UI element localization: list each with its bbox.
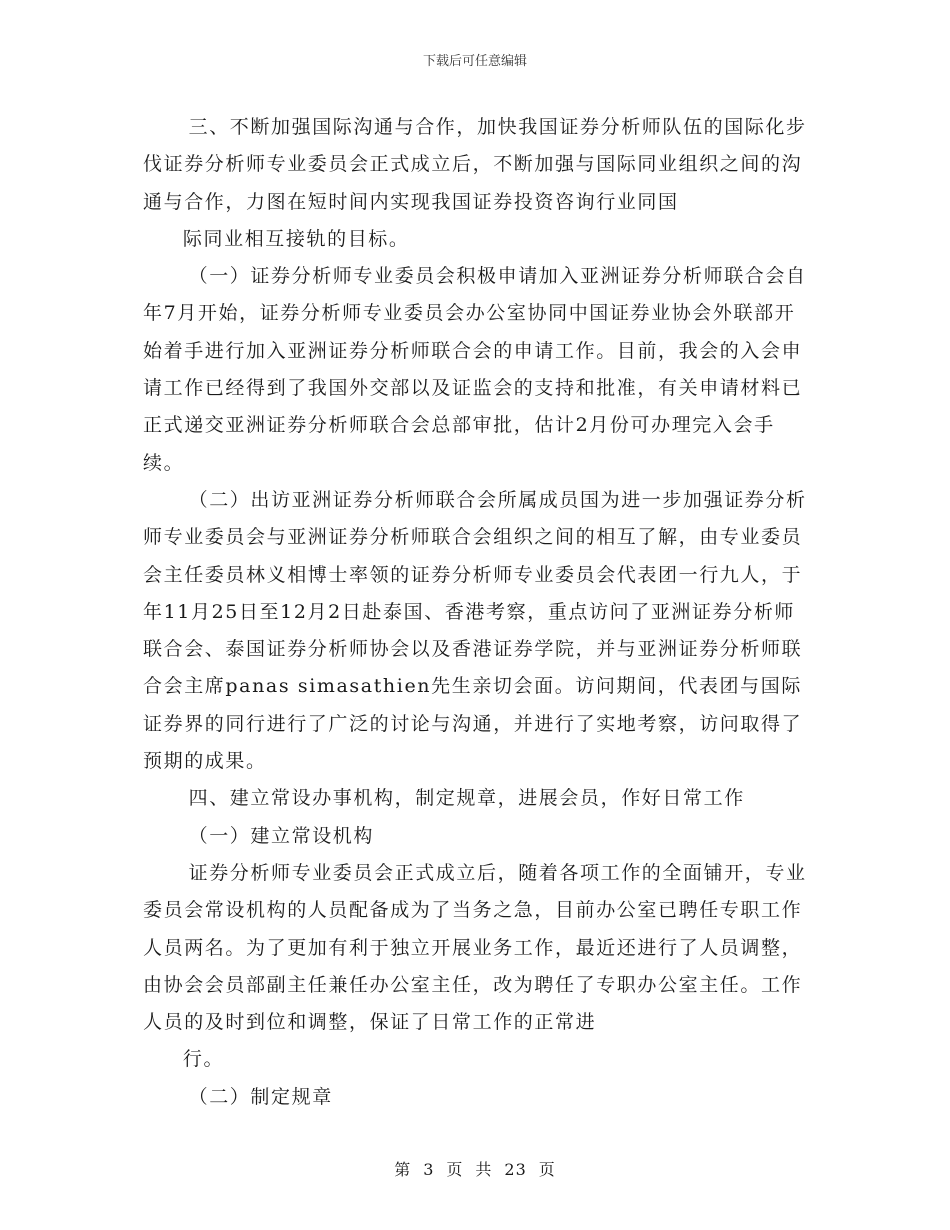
paragraph-subsection-two: （二）出访亚洲证券分析师联合会所属成员国为进一步加强证券分析师专业委员会与亚洲证券分析师联合会组织之间的相互了解，由专业委员会主任委员林义相博士率领的证券分析师专业委员会代表团一行九人，于年11月25日至12月2日赴泰国、香港考察，重点访问了亚洲证券分析师联合会、泰国证券分析师协会以及香港证券学院，并与亚洲证券分析师联合会主席panas simasathien先生亲切会面。访问期间，代表团与国际证券界的同行进行了广泛的讨论与沟通，并进行了实地考察，访问取得了预期的成果。 — [143, 488, 807, 773]
footer-label-ye2: 页 — [538, 1160, 556, 1179]
page-header: 下载后可任意编辑 — [422, 54, 527, 69]
heading-regulations: （二）制定规章 — [188, 1085, 333, 1108]
paragraph-section-three: 三、不断加强国际沟通与合作，加快我国证券分析师队伍的国际化步伐证券分析师专业委员会正式成立后，不断加强与国际同业组织之间的沟通与合作，力图在短时间内实现我国证券投资咨询行业同国 — [143, 116, 807, 213]
paragraph-office-staffing-continued: 行。 — [182, 1048, 225, 1071]
paragraph-office-staffing: 证券分析师专业委员会正式成立后，随着各项工作的全面铺开，专业委员会常设机构的人员配备成为了当务之急，目前办公室已聘任专职工作人员两名。为了更加有利于独立开展业务工作，最近还进行了人员调整，由协会会员部副主任兼任办公室主任，改为聘任了专职办公室主任。工作人员的及时到位和调整，保证了日常工作的正常进 — [143, 861, 807, 1034]
document-body — [143, 109, 808, 1116]
footer-label-ye: 页 — [446, 1160, 464, 1179]
footer-total-pages: 23 — [504, 1160, 527, 1179]
footer-label-di: 第 — [394, 1160, 412, 1179]
paragraph-section-four: 四、建立常设办事机构，制定规章，进展会员，作好日常工作 — [188, 787, 745, 810]
page-footer — [0, 1157, 950, 1180]
footer-current-page: 3 — [423, 1160, 435, 1179]
paragraph-subsection-one: （一）证券分析师专业委员会积极申请加入亚洲证券分析师联合会自年7月开始，证券分析师专业委员会办公室协同中国证券业协会外联部开始着手进行加入亚洲证券分析师联合会的申请工作。目前，我会的入会申请工作已经得到了我国外交部以及证监会的支持和批准，有关申请材料已正式递交亚洲证券分析师联合会总部审批，估计2月份可办理完入会手续。 — [143, 265, 807, 474]
paragraph-section-three-continued: 际同业相互接轨的目标。 — [182, 227, 410, 250]
heading-establish-office: （一）建立常设机构 — [188, 824, 374, 847]
footer-label-gong: 共 — [475, 1160, 493, 1179]
